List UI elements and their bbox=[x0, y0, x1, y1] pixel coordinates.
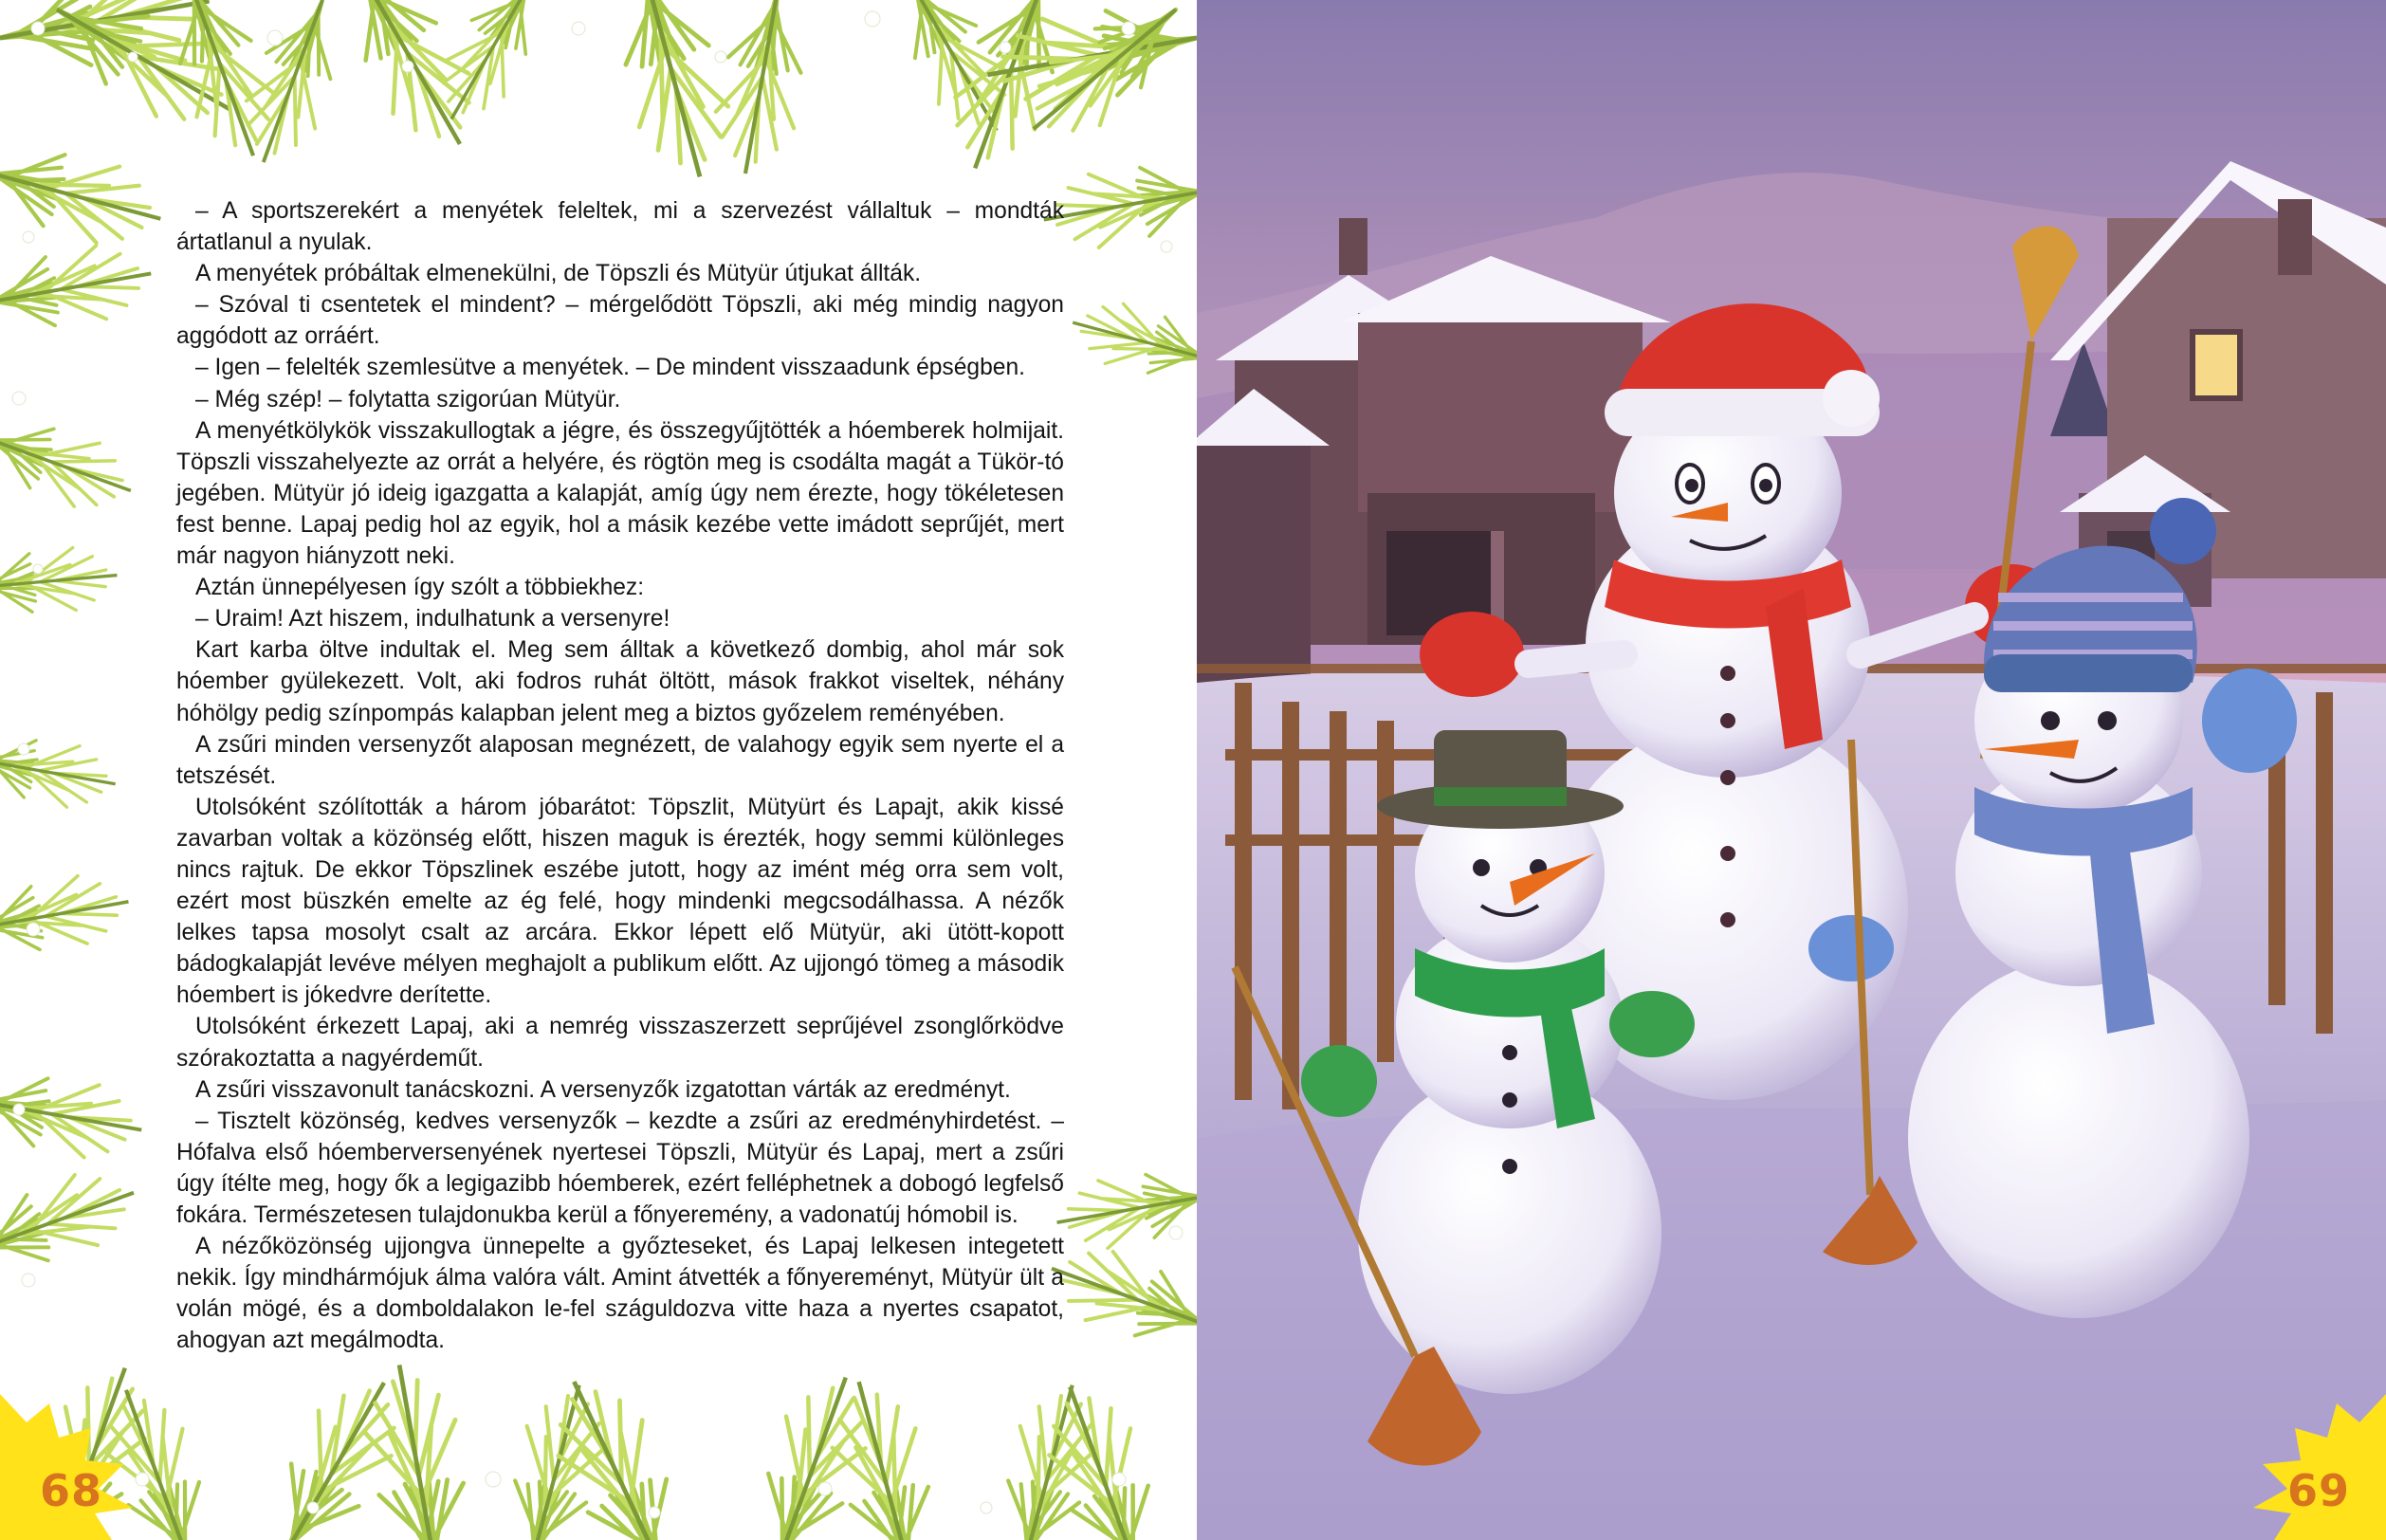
bottom-branches bbox=[17, 1353, 1179, 1540]
story-paragraph: A zsűri minden versenyzőt alaposan megnézett, de valahogy egyik sem nyerte el a tetszését. bbox=[176, 731, 1064, 789]
story-paragraph: Kart karba öltve indultak el. Meg sem álltak a következő dombig, ahol már sok hóember gyülekezett. Volt, aki fodros ruhát öltött, mások frakkot viseltek, néhány hóhölgy pedig színpompás kalapban jelent meg a biztos győzelem reményében. bbox=[176, 637, 1064, 726]
story-paragraph: A nézőközönség ujjongva ünnepelte a győzteseket, és Lapaj lelkesen integetett nekik. Így mindhármójuk álma valóra vált. Amint átvették a főnyereményt, Mütyür ült a volán mögé, és a domboldalakon le-fel száguldozva vitte haza a nyertes csapatot, ahogyan azt megálmodta. bbox=[176, 1234, 1064, 1354]
story-text bbox=[176, 195, 1064, 1356]
story-paragraph: – A sportszerekért a menyétek feleltek, mi a szervezést vállaltuk – mondták ártatlanul a nyulak. bbox=[176, 198, 1064, 256]
left-branches bbox=[0, 132, 171, 1286]
story-paragraph: – Igen – felelték szemlesütve a menyétek. – De mindent visszaadunk épségben. bbox=[195, 355, 1025, 381]
story-paragraph: A menyétek próbáltak elmenekülni, de Töpszli és Mütyür útjukat állták. bbox=[195, 261, 922, 287]
story-paragraph: – Szóval ti csentetek el mindent? – mérgelődött Töpszli, aki még mindig nagyon aggódott az orráért. bbox=[176, 292, 1064, 350]
top-branches bbox=[0, 0, 1197, 189]
snowmen-illustration bbox=[1197, 0, 2386, 1540]
story-paragraph: – Uraim! Azt hiszem, indulhatunk a versenyre! bbox=[195, 606, 670, 632]
story-paragraph: A zsűri visszavonult tanácskozni. A versenyzők izgatottan várták az eredményt. bbox=[195, 1076, 1011, 1103]
right-page bbox=[1197, 0, 2386, 1540]
story-paragraph: – Még szép! – folytatta szigorúan Mütyür. bbox=[195, 386, 621, 412]
page-number-left: 68 bbox=[40, 1465, 103, 1516]
story-paragraph: A menyétkölykök visszakullogtak a jégre, és összegyűjtötték a hóemberek holmijait. Töpszli visszahelyezte az orrát a helyére, és rögtön meg is csodálta magát a Tükör-tó jegében. Mütyür jó ideig igazgatta a kalapját, amíg úgy nem érezte, hogy tökéletesen fest benne. Lapaj pedig hol az egyik, hol a másik kezébe vette imádott seprűjét, mert már nagyon hiányzott neki. bbox=[176, 417, 1064, 570]
story-paragraph: Utolsóként érkezett Lapaj, aki a nemrég visszaszerzett seprűjével zsonglőrködve szórakoztatta a nagyérdeműt. bbox=[176, 1014, 1064, 1072]
story-paragraph: Utolsóként szólították a három jóbarátot: Töpszlit, Mütyürt és Lapajt, akik kissé zavarban voltak a közönség előtt, hiszen maguk is érezték, hogy semmi különleges nincs rajtuk. De ekkor Töpszlinek eszébe jutott, hogy az imént még orra sem volt, ezért most büszkén emelte az ég felé, hogy mindenki megcsodálhassa. A nézők lelkes tapsa mosolyt csalt az arcára. Ekkor lépett elő Mütyür, aki ütött-kopott bádogkalapját levéve mélyen meghajolt a publikum előtt. Az ujjongó tömeg a második hóembert is jókedvre derítette. bbox=[176, 794, 1064, 1009]
story-paragraph: Aztán ünnepélyesen így szólt a többiekhez: bbox=[195, 575, 645, 601]
story-paragraph: – Tisztelt közönség, kedves versenyzők – kezdte a zsűri az eredményhirdetést. – Hófalva első hóemberversenyének nyertesei Töpszli, Mütyür és Lapaj, mert a zsűri úgy ítélte meg, hogy ők a legigazibb hóemberek, ezért felléphetnek a dobogó legfelső fokára. Természetesen tulajdonukba kerül a főnyeremény, a vadonatúj hómobil is. bbox=[176, 1108, 1064, 1228]
page-number-right: 69 bbox=[2287, 1465, 2351, 1516]
